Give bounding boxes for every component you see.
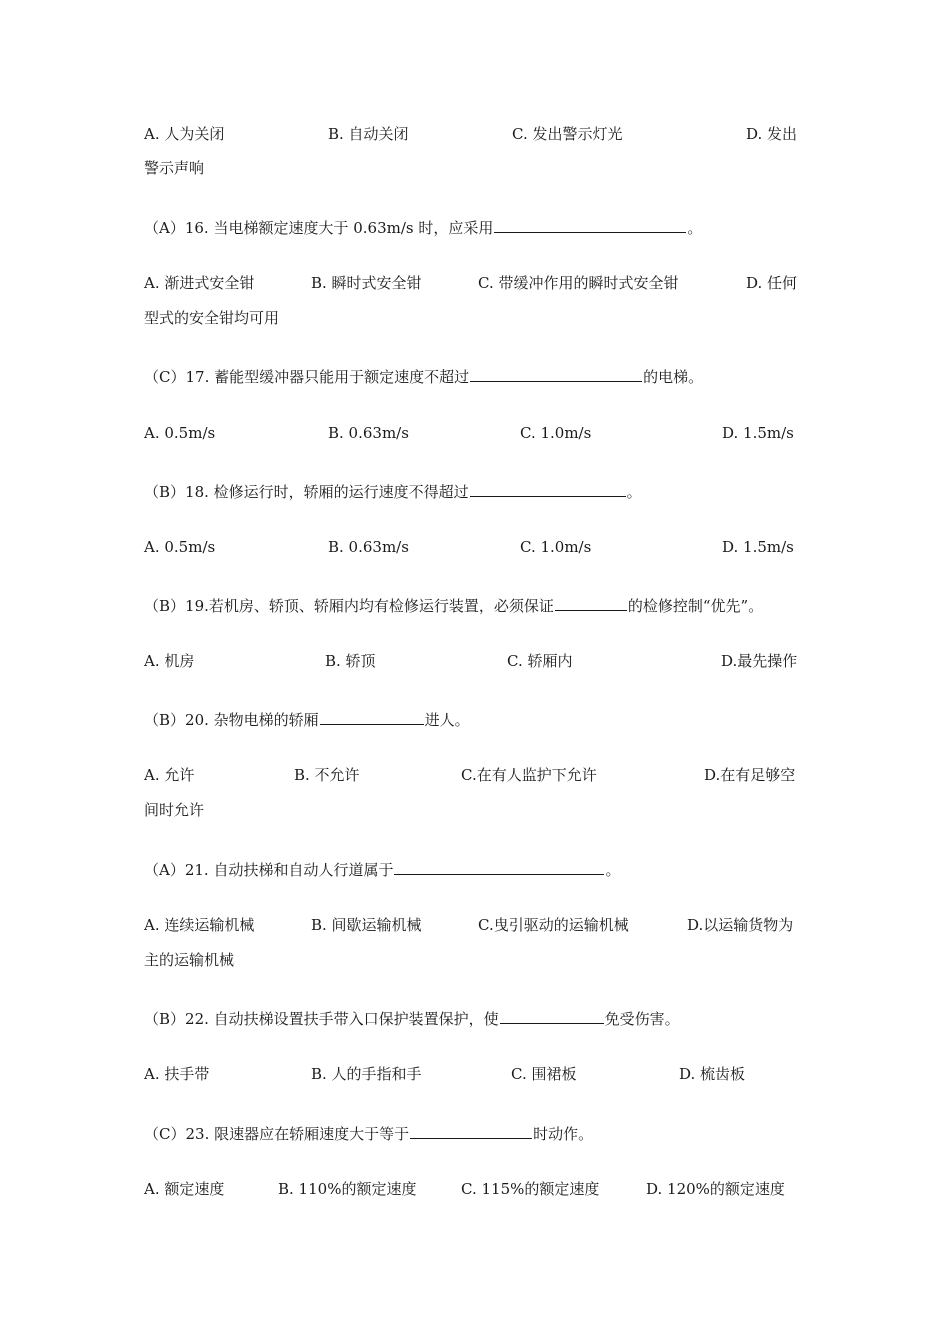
option-d: D.在有足够空 <box>704 766 796 784</box>
question-20-stem <box>144 708 470 728</box>
question-text-suffix: 的电梯。 <box>643 368 704 386</box>
option-d: D. 发出 <box>746 125 798 143</box>
question-text-suffix: 。 <box>626 483 642 501</box>
option-c: C.曳引驱动的运输机械 <box>478 916 629 934</box>
question-19-stem <box>144 594 763 614</box>
option-a: A. 允许 <box>144 766 195 784</box>
question-23-stem <box>144 1122 593 1142</box>
answer-blank <box>500 1007 604 1024</box>
question-text-suffix: 免受伤害。 <box>604 1010 680 1028</box>
option-b: B. 自动关闭 <box>328 125 409 143</box>
question-text: （C）23. 限速器应在轿厢速度大于等于 <box>144 1125 410 1143</box>
option-c: C. 轿厢内 <box>507 652 573 670</box>
option-b: B. 不允许 <box>294 766 360 784</box>
option-d: D. 120%的额定速度 <box>646 1180 785 1198</box>
question-text: （B）20. 杂物电梯的轿厢 <box>144 711 319 729</box>
question-16-stem <box>144 216 702 236</box>
answer-blank <box>494 216 686 233</box>
question-text-suffix: 。 <box>687 219 703 237</box>
option-b: B. 0.63m/s <box>328 538 409 556</box>
option-d: D. 任何 <box>746 274 798 292</box>
option-b: B. 人的手指和手 <box>311 1065 422 1083</box>
question-18-stem <box>144 480 642 500</box>
question-21-stem <box>144 858 620 878</box>
option-d-continuation: 型式的安全钳均可用 <box>144 309 280 327</box>
option-b: B. 轿顶 <box>325 652 376 670</box>
question-17-stem <box>144 365 703 385</box>
answer-blank <box>320 708 424 725</box>
answer-blank <box>470 365 642 382</box>
option-a: A. 0.5m/s <box>144 538 216 556</box>
option-d: D.最先操作 <box>721 652 798 670</box>
option-d-continuation: 警示声响 <box>144 159 205 177</box>
option-d: D.以运输货物为 <box>687 916 794 934</box>
option-a: A. 人为关闭 <box>144 125 225 143</box>
option-a: A. 连续运输机械 <box>144 916 255 934</box>
option-b: B. 瞬时式安全钳 <box>311 274 422 292</box>
question-text-suffix: 进人。 <box>424 711 470 729</box>
option-c: C. 115%的额定速度 <box>461 1180 600 1198</box>
option-b: B. 0.63m/s <box>328 424 409 442</box>
question-text: （C）17. 蓄能型缓冲器只能用于额定速度不超过 <box>144 368 470 386</box>
option-a: A. 机房 <box>144 652 195 670</box>
option-d: D. 1.5m/s <box>722 424 794 442</box>
question-text: （B）22. 自动扶梯设置扶手带入口保护装置保护，使 <box>144 1010 499 1028</box>
question-text-suffix: 的检修控制“优先”。 <box>627 597 764 615</box>
option-c: C. 带缓冲作用的瞬时式安全钳 <box>478 274 679 292</box>
question-text-suffix: 。 <box>605 861 621 879</box>
answer-blank <box>394 858 604 875</box>
option-d: D. 梳齿板 <box>679 1065 746 1083</box>
option-c: C. 1.0m/s <box>520 424 592 442</box>
option-c: C. 发出警示灯光 <box>512 125 623 143</box>
question-text: （A）16. 当电梯额定速度大于 0.63m/s 时，应采用 <box>144 219 494 237</box>
question-text-suffix: 时动作。 <box>533 1125 594 1143</box>
option-d: D. 1.5m/s <box>722 538 794 556</box>
question-text: （B）19.若机房、轿顶、轿厢内均有检修运行装置，必须保证 <box>144 597 554 615</box>
option-a: A. 扶手带 <box>144 1065 210 1083</box>
option-d-continuation: 间时允许 <box>144 801 205 819</box>
question-text: （A）21. 自动扶梯和自动人行道属于 <box>144 861 394 879</box>
answer-blank <box>555 594 627 611</box>
question-text: （B）18. 检修运行时，轿厢的运行速度不得超过 <box>144 483 469 501</box>
option-d-continuation: 主的运输机械 <box>144 951 235 969</box>
option-a: A. 0.5m/s <box>144 424 216 442</box>
question-22-stem <box>144 1007 680 1027</box>
option-a: A. 额定速度 <box>144 1180 225 1198</box>
option-c: C.在有人监护下允许 <box>461 766 597 784</box>
option-c: C. 1.0m/s <box>520 538 592 556</box>
option-a: A. 渐进式安全钳 <box>144 274 255 292</box>
option-c: C. 围裙板 <box>511 1065 577 1083</box>
option-b: B. 110%的额定速度 <box>278 1180 417 1198</box>
answer-blank <box>410 1122 532 1139</box>
option-b: B. 间歇运输机械 <box>311 916 422 934</box>
answer-blank <box>470 480 626 497</box>
